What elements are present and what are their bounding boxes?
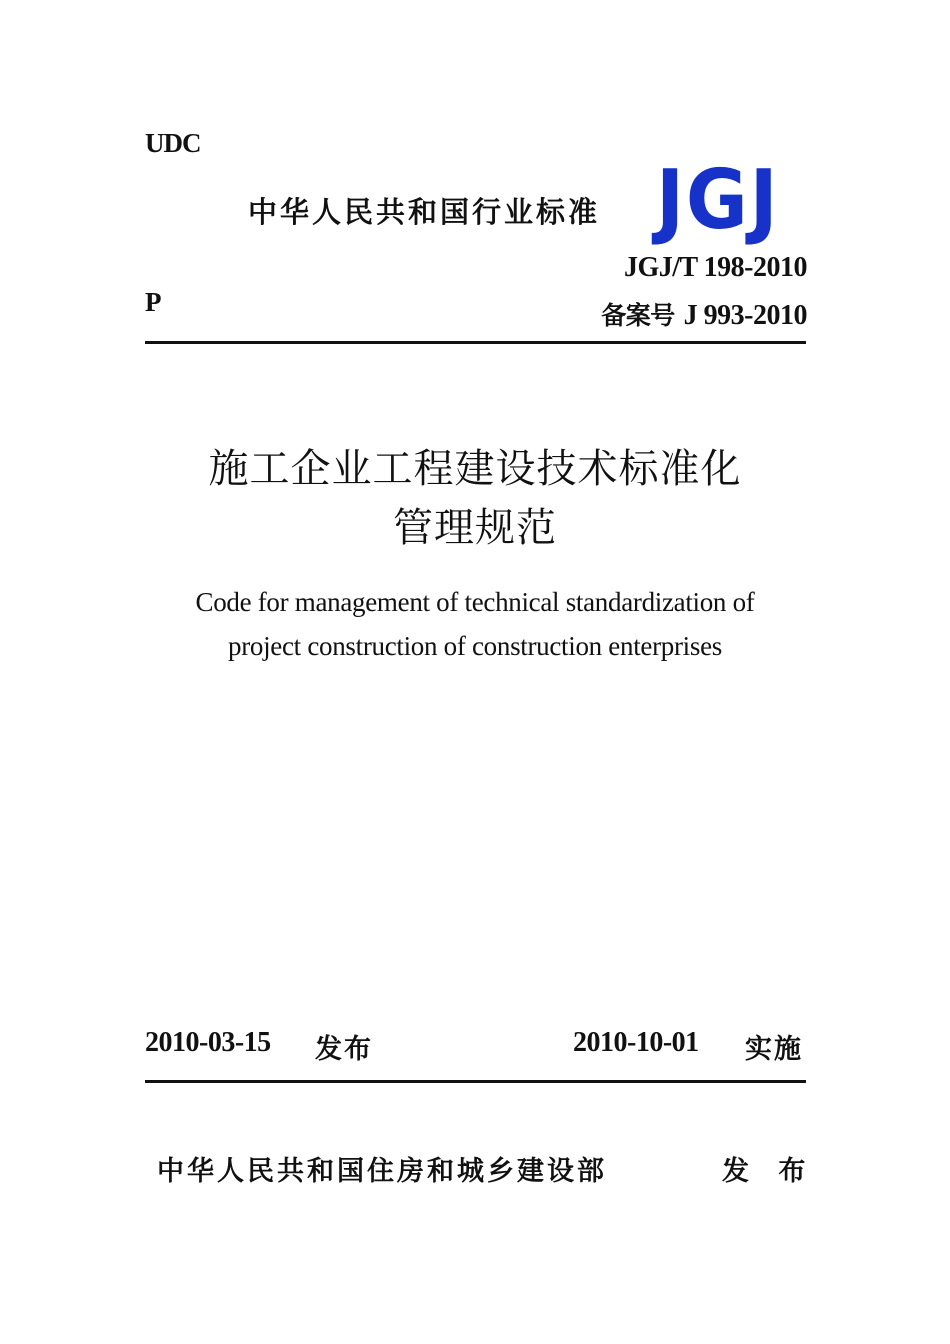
date-divider <box>145 1080 806 1083</box>
title-zh-line2: 管理规范 <box>393 505 557 551</box>
standard-number: JGJ/T 198-2010 <box>623 252 807 283</box>
publish-label: 发 布 <box>722 1156 816 1187</box>
classification-code: P <box>145 287 162 317</box>
record-value: J 993-2010 <box>683 300 807 331</box>
record-number <box>601 296 807 332</box>
title-zh-line1: 施工企业工程建设技术标准化 <box>208 446 742 492</box>
record-label: 备案号 <box>601 301 675 330</box>
issue-label: 发布 <box>315 1034 373 1065</box>
udc-label: UDC <box>145 128 201 158</box>
effective-date: 2010-10-01 <box>573 1027 699 1058</box>
title-en-line2: project construction of construction enterprises <box>228 631 722 661</box>
publisher: 中华人民共和国住房和城乡建设部 <box>157 1156 607 1187</box>
jgj-logo: JGJ <box>656 153 780 248</box>
standard-type: 中华人民共和国行业标准 <box>248 195 601 229</box>
title-en-line1: Code for management of technical standardization of <box>195 587 755 617</box>
issue-date: 2010-03-15 <box>145 1027 271 1058</box>
effective-label: 实施 <box>745 1034 803 1065</box>
header-divider <box>145 341 806 344</box>
